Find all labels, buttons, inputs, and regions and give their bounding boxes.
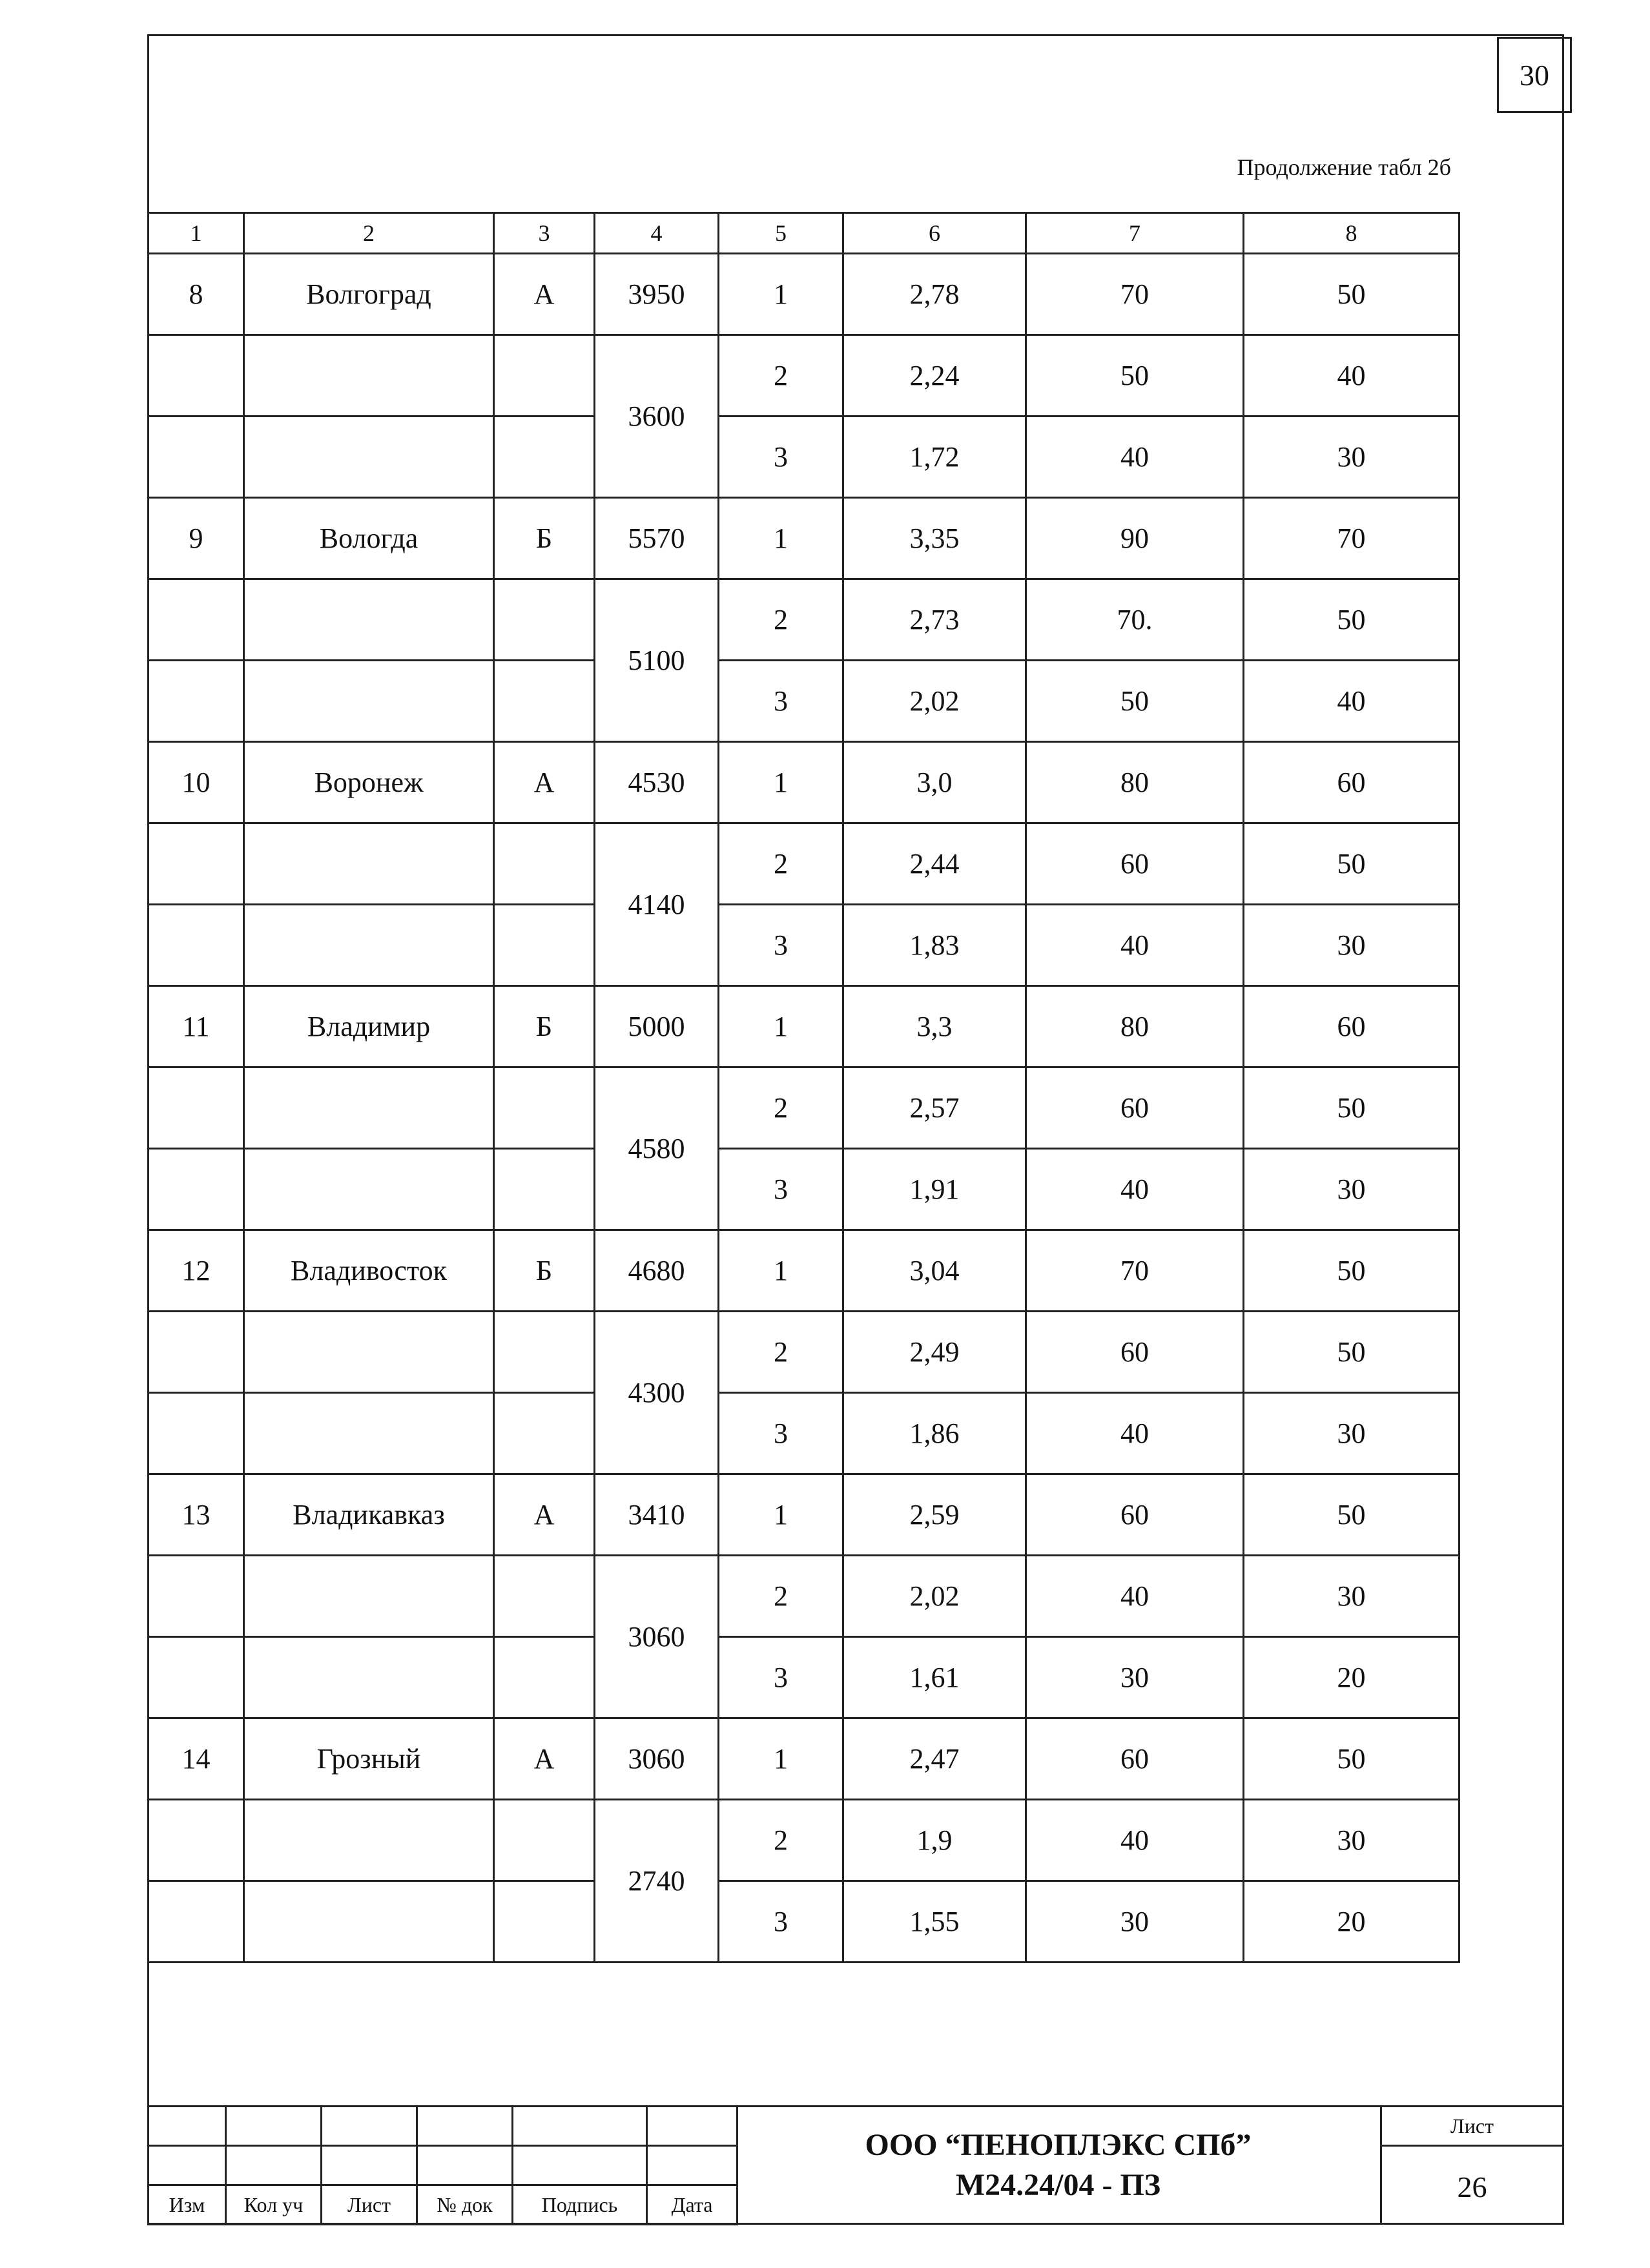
cell-zone: А: [494, 1474, 595, 1556]
cell-col5: 3: [719, 417, 843, 498]
cell-col5: 2: [719, 1800, 843, 1881]
cell-city: Владимир: [244, 986, 494, 1067]
table-row: [149, 1474, 1459, 1556]
cell-zone: [494, 1067, 595, 1149]
label-date: Дата: [647, 2185, 737, 2225]
cell-city: [244, 905, 494, 986]
cell-col5: 1: [719, 742, 843, 823]
cell-col8: 50: [1244, 1718, 1459, 1800]
cell-col4: 5100: [595, 579, 719, 742]
cell-number: 12: [149, 1230, 244, 1312]
cell-col5: 1: [719, 498, 843, 579]
label-izm: Изм: [149, 2185, 226, 2225]
sheet-label: Лист: [1382, 2107, 1562, 2147]
cell-zone: Б: [494, 986, 595, 1067]
cell-col8: 60: [1244, 742, 1459, 823]
cell-col5: 1: [719, 1718, 843, 1800]
data-table: [147, 212, 1460, 1963]
cell-city: [244, 1881, 494, 1963]
table-row: [149, 1556, 1459, 1637]
cell-col6: 3,04: [843, 1230, 1026, 1312]
table-row: [149, 1800, 1459, 1881]
cell-col6: 2,57: [843, 1067, 1026, 1149]
cell-city: Грозный: [244, 1718, 494, 1800]
cell-col4: 4580: [595, 1067, 719, 1230]
table-row: [149, 1881, 1459, 1963]
header-cell: 2: [244, 213, 494, 254]
revision-grid: [147, 2105, 738, 2225]
cell-col7: 40: [1026, 905, 1244, 986]
cell-col7: 60: [1026, 1312, 1244, 1393]
cell-zone: А: [494, 1718, 595, 1800]
cell-col6: 1,83: [843, 905, 1026, 986]
table-caption: Продолжение табл 2б: [1237, 154, 1451, 180]
cell-city: [244, 1800, 494, 1881]
cell-zone: [494, 823, 595, 905]
cell-col8: 40: [1244, 335, 1459, 417]
table-row: [149, 986, 1459, 1067]
cell-col8: 60: [1244, 986, 1459, 1067]
cell-zone: [494, 1881, 595, 1963]
table-row: [149, 823, 1459, 905]
cell-city: Вологда: [244, 498, 494, 579]
cell-zone: [494, 661, 595, 742]
company-name: ООО “ПЕНОПЛЭКС СПб”: [865, 2127, 1252, 2162]
cell-col5: 1: [719, 1474, 843, 1556]
header-cell: 8: [1244, 213, 1459, 254]
cell-col7: 60: [1026, 1718, 1244, 1800]
cell-col8: 70: [1244, 498, 1459, 579]
cell-col4: 4140: [595, 823, 719, 986]
cell-number: 13: [149, 1474, 244, 1556]
cell-number: 10: [149, 742, 244, 823]
cell-col4: 4530: [595, 742, 719, 823]
cell-col8: 20: [1244, 1881, 1459, 1963]
title-block-title: [736, 2105, 1382, 2225]
cell-col7: 60: [1026, 823, 1244, 905]
cell-col7: 90: [1026, 498, 1244, 579]
cell-col6: 1,55: [843, 1881, 1026, 1963]
document-code: М24.24/04 - ПЗ: [955, 2167, 1161, 2202]
cell-col6: 2,24: [843, 335, 1026, 417]
cell-col5: 2: [719, 1067, 843, 1149]
cell-col6: 3,35: [843, 498, 1026, 579]
cell-number: 8: [149, 254, 244, 335]
cell-number: [149, 1312, 244, 1393]
cell-col8: 50: [1244, 823, 1459, 905]
cell-col7: 40: [1026, 417, 1244, 498]
cell-number: [149, 335, 244, 417]
table-row: [149, 1718, 1459, 1800]
title-block: [147, 2105, 1564, 2225]
cell-col8: 50: [1244, 254, 1459, 335]
cell-number: 11: [149, 986, 244, 1067]
cell-col7: 70.: [1026, 579, 1244, 661]
cell-col6: 1,61: [843, 1637, 1026, 1718]
cell-number: [149, 417, 244, 498]
cell-city: [244, 1067, 494, 1149]
cell-col6: 1,86: [843, 1393, 1026, 1474]
cell-col4: 2740: [595, 1800, 719, 1963]
cell-col8: 30: [1244, 905, 1459, 986]
cell-col6: 2,47: [843, 1718, 1026, 1800]
cell-col7: 50: [1026, 661, 1244, 742]
cell-zone: [494, 1393, 595, 1474]
cell-zone: А: [494, 742, 595, 823]
cell-col4: 3950: [595, 254, 719, 335]
cell-col5: 1: [719, 986, 843, 1067]
cell-col5: 3: [719, 905, 843, 986]
cell-col4: 5000: [595, 986, 719, 1067]
header-cell: 7: [1026, 213, 1244, 254]
cell-col4: 3600: [595, 335, 719, 498]
cell-col8: 20: [1244, 1637, 1459, 1718]
header-cell: 3: [494, 213, 595, 254]
cell-zone: [494, 417, 595, 498]
cell-col8: 30: [1244, 417, 1459, 498]
cell-city: [244, 1312, 494, 1393]
cell-col5: 1: [719, 254, 843, 335]
table-row: [149, 1149, 1459, 1230]
table-row: [149, 1067, 1459, 1149]
label-doc-no: № док: [417, 2185, 513, 2225]
cell-col6: 2,59: [843, 1474, 1026, 1556]
page-number: 30: [1497, 37, 1572, 113]
cell-number: 9: [149, 498, 244, 579]
cell-zone: [494, 335, 595, 417]
header-row: [149, 213, 1459, 254]
cell-col7: 70: [1026, 1230, 1244, 1312]
cell-zone: [494, 579, 595, 661]
cell-col5: 3: [719, 1637, 843, 1718]
cell-col5: 2: [719, 1556, 843, 1637]
cell-col6: 2,02: [843, 661, 1026, 742]
cell-city: [244, 1393, 494, 1474]
cell-col5: 3: [719, 1881, 843, 1963]
cell-col7: 30: [1026, 1637, 1244, 1718]
cell-col5: 3: [719, 661, 843, 742]
cell-col4: 4300: [595, 1312, 719, 1474]
cell-col4: 5570: [595, 498, 719, 579]
cell-col7: 30: [1026, 1881, 1244, 1963]
label-kol-uch: Кол уч: [226, 2185, 322, 2225]
table-row: [149, 498, 1459, 579]
cell-col8: 50: [1244, 1312, 1459, 1393]
cell-col8: 30: [1244, 1393, 1459, 1474]
cell-col8: 30: [1244, 1556, 1459, 1637]
cell-city: [244, 661, 494, 742]
cell-col8: 50: [1244, 579, 1459, 661]
cell-zone: [494, 1800, 595, 1881]
cell-col8: 30: [1244, 1800, 1459, 1881]
cell-city: Владикавказ: [244, 1474, 494, 1556]
cell-col7: 40: [1026, 1393, 1244, 1474]
table-row: [149, 335, 1459, 417]
cell-col5: 2: [719, 1312, 843, 1393]
sheet-number: 26: [1457, 2170, 1487, 2203]
table-row: [149, 1637, 1459, 1718]
cell-col6: 2,02: [843, 1556, 1026, 1637]
cell-col8: 50: [1244, 1230, 1459, 1312]
cell-city: Владивосток: [244, 1230, 494, 1312]
cell-col6: 3,0: [843, 742, 1026, 823]
header-cell: 4: [595, 213, 719, 254]
cell-col5: 3: [719, 1149, 843, 1230]
cell-col5: 1: [719, 1230, 843, 1312]
table-row: [149, 254, 1459, 335]
sheet-box: [1382, 2105, 1564, 2225]
cell-col4: 3060: [595, 1718, 719, 1800]
cell-col8: 30: [1244, 1149, 1459, 1230]
cell-city: [244, 1149, 494, 1230]
cell-col5: 2: [719, 335, 843, 417]
cell-col5: 3: [719, 1393, 843, 1474]
cell-col6: 1,72: [843, 417, 1026, 498]
cell-number: [149, 1637, 244, 1718]
cell-col5: 2: [719, 823, 843, 905]
cell-number: [149, 905, 244, 986]
cell-col7: 40: [1026, 1149, 1244, 1230]
cell-city: [244, 579, 494, 661]
cell-col4: 3060: [595, 1556, 719, 1718]
table-row: [149, 1393, 1459, 1474]
cell-city: [244, 417, 494, 498]
cell-number: [149, 823, 244, 905]
table-row: [149, 417, 1459, 498]
cell-number: [149, 661, 244, 742]
cell-city: Воронеж: [244, 742, 494, 823]
cell-col6: 2,73: [843, 579, 1026, 661]
cell-col7: 50: [1026, 335, 1244, 417]
cell-city: [244, 823, 494, 905]
table-row: [149, 742, 1459, 823]
header-cell: 6: [843, 213, 1026, 254]
cell-col8: 50: [1244, 1474, 1459, 1556]
cell-zone: [494, 1556, 595, 1637]
cell-number: [149, 1881, 244, 1963]
cell-zone: [494, 1312, 595, 1393]
cell-number: [149, 1393, 244, 1474]
table-row: [149, 905, 1459, 986]
table-row: [149, 1230, 1459, 1312]
cell-zone: А: [494, 254, 595, 335]
cell-col7: 80: [1026, 986, 1244, 1067]
cell-col7: 80: [1026, 742, 1244, 823]
cell-col8: 40: [1244, 661, 1459, 742]
cell-zone: Б: [494, 498, 595, 579]
cell-col6: 2,49: [843, 1312, 1026, 1393]
cell-city: [244, 335, 494, 417]
table-row: [149, 661, 1459, 742]
label-list: Лист: [322, 2185, 417, 2225]
cell-number: [149, 579, 244, 661]
cell-zone: Б: [494, 1230, 595, 1312]
cell-city: [244, 1556, 494, 1637]
cell-number: [149, 1067, 244, 1149]
cell-col7: 60: [1026, 1067, 1244, 1149]
cell-col4: 4680: [595, 1230, 719, 1312]
cell-col8: 50: [1244, 1067, 1459, 1149]
cell-zone: [494, 1637, 595, 1718]
cell-col6: 2,78: [843, 254, 1026, 335]
cell-col7: 40: [1026, 1800, 1244, 1881]
cell-col5: 2: [719, 579, 843, 661]
cell-col7: 70: [1026, 254, 1244, 335]
label-signature: Подпись: [513, 2185, 647, 2225]
cell-col7: 60: [1026, 1474, 1244, 1556]
cell-col6: 3,3: [843, 986, 1026, 1067]
cell-col6: 2,44: [843, 823, 1026, 905]
cell-col6: 1,9: [843, 1800, 1026, 1881]
header-cell: 1: [149, 213, 244, 254]
cell-city: Волгоград: [244, 254, 494, 335]
cell-number: [149, 1149, 244, 1230]
cell-col4: 3410: [595, 1474, 719, 1556]
table-row: [149, 1312, 1459, 1393]
cell-zone: [494, 905, 595, 986]
cell-col7: 40: [1026, 1556, 1244, 1637]
header-cell: 5: [719, 213, 843, 254]
cell-city: [244, 1637, 494, 1718]
cell-number: [149, 1800, 244, 1881]
cell-zone: [494, 1149, 595, 1230]
cell-number: 14: [149, 1718, 244, 1800]
table-row: [149, 579, 1459, 661]
cell-col6: 1,91: [843, 1149, 1026, 1230]
cell-number: [149, 1556, 244, 1637]
